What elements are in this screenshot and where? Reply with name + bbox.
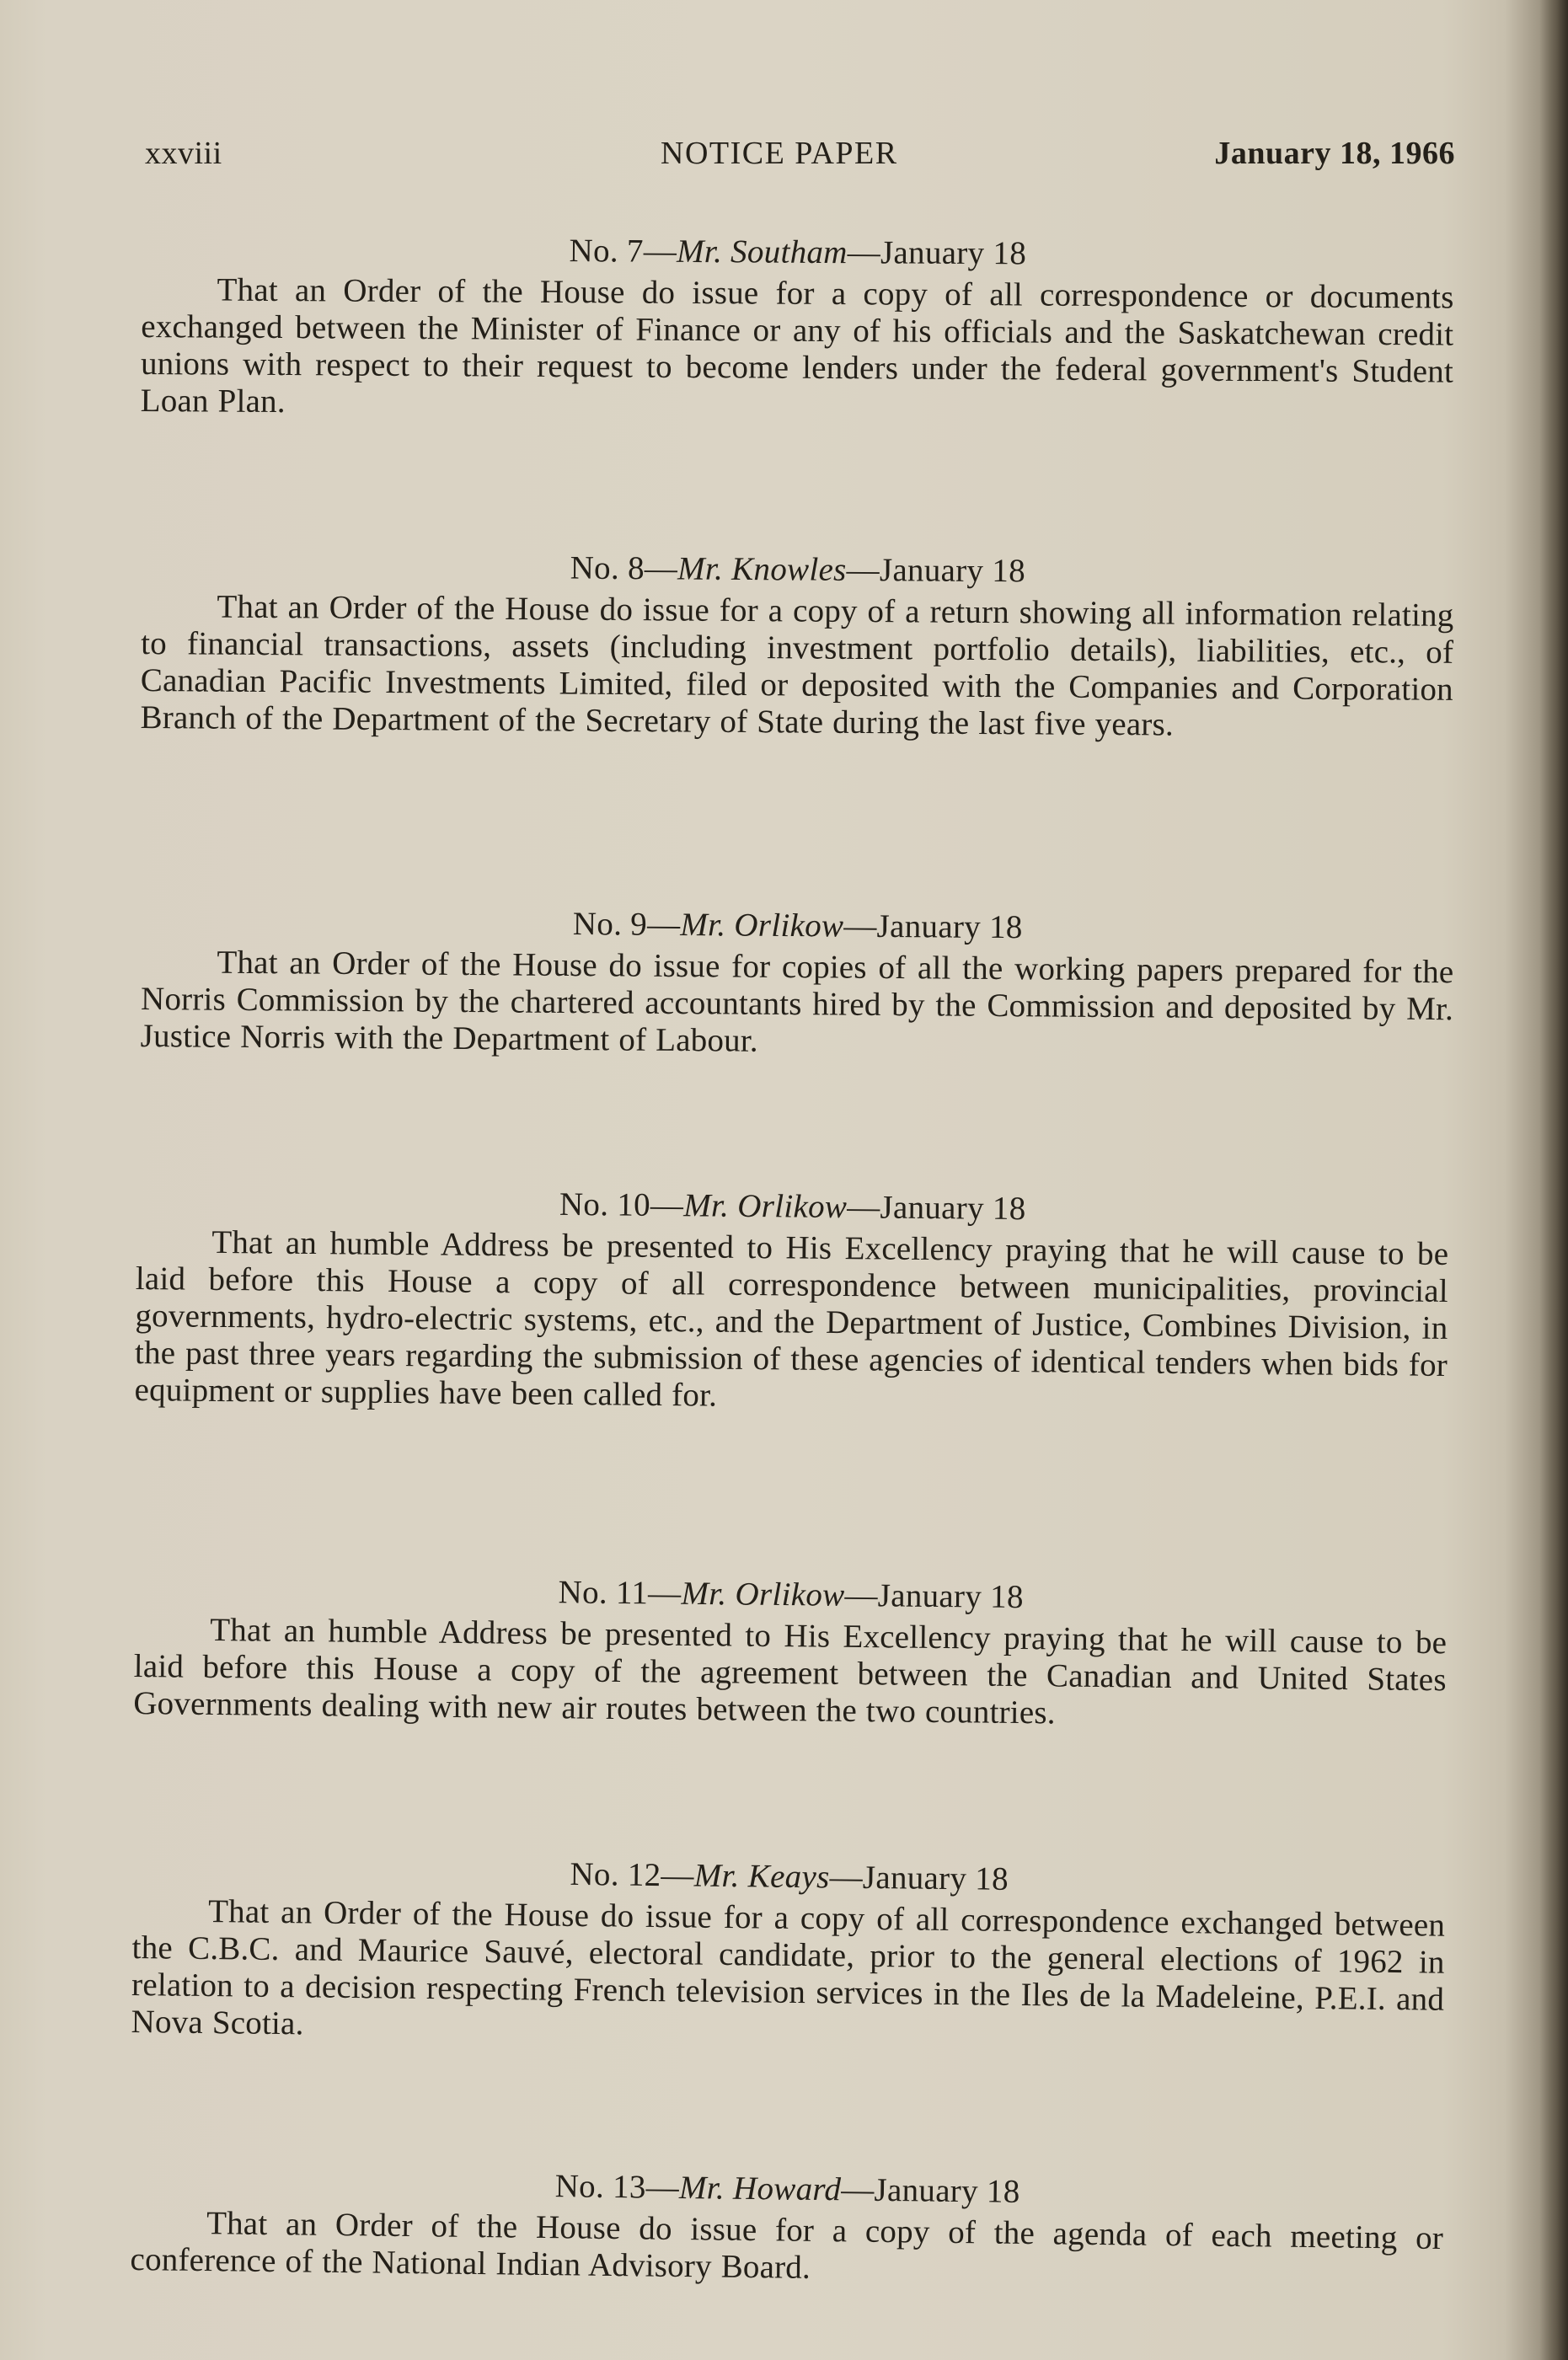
notice-entry-13 (130, 2162, 1444, 2294)
entry-member: Mr. Keays (693, 1857, 830, 1896)
notice-entry-11 (133, 1569, 1448, 1736)
entry-member: Mr. Southam (676, 233, 848, 271)
entry-date: —January 18 (844, 1576, 1025, 1616)
entry-date: —January 18 (840, 2171, 1020, 2210)
entry-number: No. 7— (569, 233, 677, 270)
entry-date: —January 18 (843, 907, 1023, 946)
entry-member: Mr. Howard (678, 2169, 842, 2208)
page-title: NOTICE PAPER (661, 136, 898, 171)
notice-entry-9 (141, 902, 1454, 1065)
entry-heading (142, 902, 1454, 950)
notice-entry-7 (141, 229, 1454, 428)
running-header (145, 135, 1455, 177)
entry-number: No. 9— (572, 906, 681, 944)
entry-member: Mr. Orlikow (681, 1575, 845, 1613)
notice-entry-12 (131, 1850, 1445, 2056)
entry-date: —January 18 (829, 1859, 1009, 1897)
entry-date: —January 18 (847, 234, 1027, 272)
entry-text: That an Order of the House do issue for copies of all the working papers prepared for the Norris Commission by the chartered accountants hired by the Commission and deposited by Mr. Justice Norris with the Department of Labour. (140, 944, 1454, 1059)
entry-text: That an humble Address be presented to His Excellency praying that he will cause to be laid before this House a copy of all correspondence between municipalities, provincial governments, hydro-electric systems, etc., and the Department of Justice, Combines Division, in the past three years regarding the submission of these agencies of identical tenders when bids for equipment or supplies have been called for. (134, 1223, 1449, 1414)
entry-member: Mr. Knowles (677, 550, 847, 588)
notice-entry-10 (134, 1181, 1449, 1421)
entry-number: No. 13— (554, 2168, 680, 2206)
entry-text: That an Order of the House do issue for a copy of all correspondence exchanged between the C.B.C. and Maurice Sauvé, electoral candidate, prior to the general elections of 1962 in relation to a decision respecting French television services in the Iles de la Madeleine, P.E.I. and Nova Scotia. (131, 1893, 1446, 2042)
entry-text: That an Order of the House do issue for a copy of the agenda of each meeting or conference of the National Indian Advisory Board. (130, 2205, 1444, 2286)
entry-heading (142, 546, 1454, 594)
entry-date: —January 18 (846, 551, 1026, 590)
entry-date: —January 18 (846, 1189, 1026, 1228)
entry-text: That an humble Address be presented to His Excellency praying that he will cause to be laid before this House a copy of the agreement between the Canadian and United States Governments dealing with new air routes between the two countries. (133, 1611, 1448, 1731)
entry-heading (142, 229, 1454, 276)
entry-text: That an Order of the House do issue for a copy of all correspondence or documents exchanged between the Minister of Finance or any of his officials and the Saskatchewan credit unions with respect to their request to become lenders under the federal government's Student Loan Plan. (140, 271, 1454, 420)
entry-number: No. 12— (570, 1855, 694, 1894)
entry-text: That an Order of the House do issue for a copy of a return showing all information relating to financial transactions, assets (including investment portfolio details), liabilities, etc., of Canadian Pacific Investments Limited, filed or deposited with the Companies and Corporation Branch of the Department of the Secretary of State during the last five years. (140, 588, 1454, 743)
notice-entry-8 (140, 546, 1454, 746)
entry-number: No. 11— (558, 1574, 682, 1612)
entry-member: Mr. Orlikow (680, 907, 844, 945)
page-number: xxviii (145, 136, 222, 171)
entry-number: No. 8— (570, 549, 678, 587)
entry-member: Mr. Orlikow (683, 1187, 848, 1226)
book-spine-shadow (1539, 0, 1568, 2360)
header-date: January 18, 1966 (1214, 136, 1455, 171)
entry-number: No. 10— (559, 1185, 684, 1224)
